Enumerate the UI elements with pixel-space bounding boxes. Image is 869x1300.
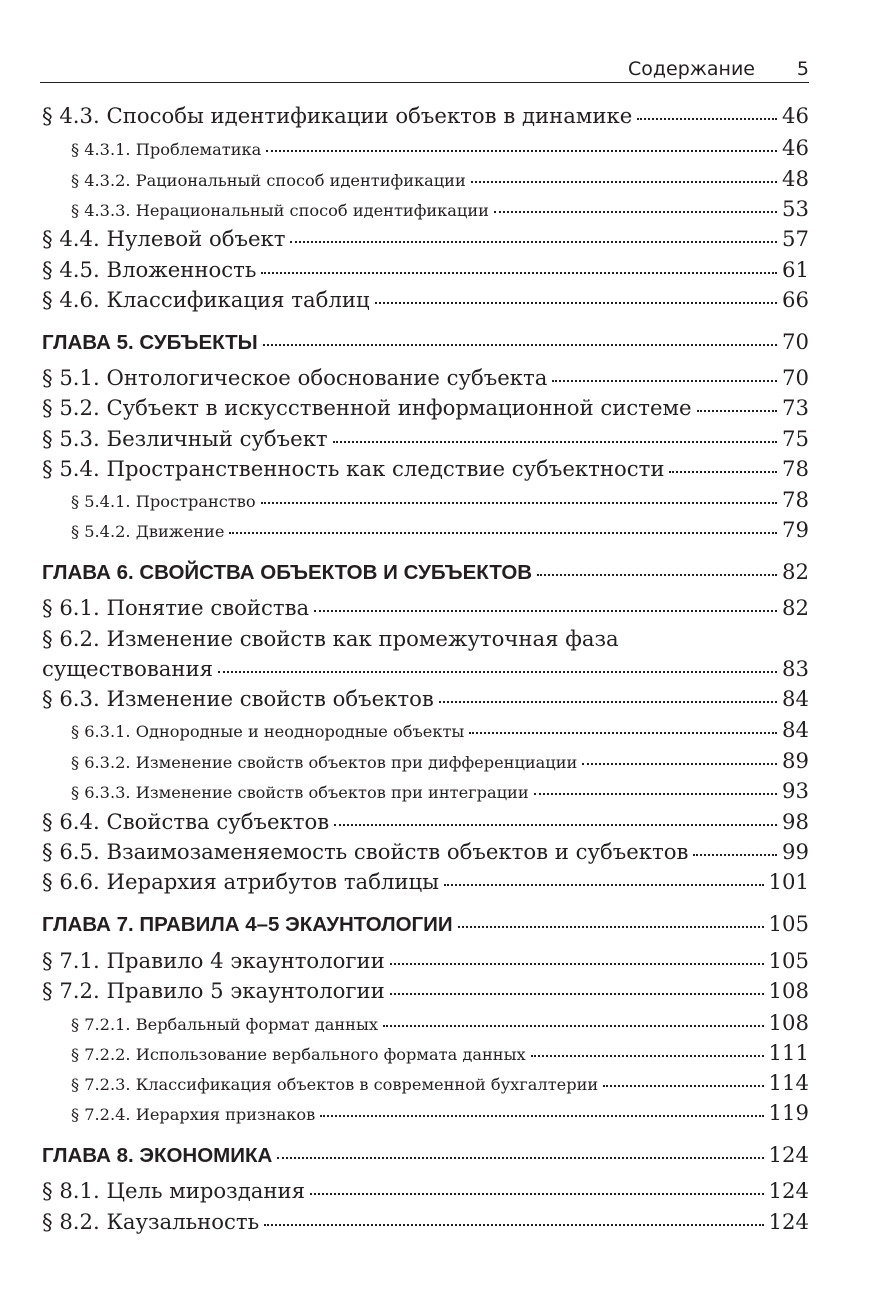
toc-entry-title: существования xyxy=(42,656,214,681)
toc-subsection[interactable] xyxy=(71,1100,809,1130)
dot-leader xyxy=(310,1192,764,1195)
toc-page-number: 66 xyxy=(782,287,809,312)
toc-page-number: 70 xyxy=(782,365,809,390)
dot-leader xyxy=(383,1024,764,1027)
toc-entry-title: § 6.3.2. Изменение свойств объектов при дифференциации xyxy=(71,753,578,772)
toc-page-number: 111 xyxy=(768,1040,809,1065)
toc-section[interactable] xyxy=(42,1209,809,1239)
toc-page-number: 124 xyxy=(768,1178,809,1203)
toc-entry-title: § 5.1. Онтологическое обоснование субъекта xyxy=(42,365,548,390)
toc-section[interactable] xyxy=(42,839,809,869)
dot-leader xyxy=(439,700,777,703)
toc-section[interactable] xyxy=(42,103,809,133)
header-page-number: 5 xyxy=(796,58,809,80)
toc-entry-title: ГЛАВА 7. ПРАВИЛА 4–5 ЭКАУНТОЛОГИИ xyxy=(42,913,453,936)
toc-page-number: 78 xyxy=(782,487,809,512)
toc-entry-title: § 4.3.2. Рациональный способ идентификации xyxy=(71,171,466,190)
toc-entry-title: § 7.2.3. Классификация объектов в современной бухгалтерии xyxy=(71,1075,599,1094)
toc-entry-title: § 5.4.2. Движение xyxy=(71,522,225,541)
dot-leader xyxy=(458,925,764,928)
toc-page-number: 82 xyxy=(782,559,809,584)
toc-entry-title: § 7.2.4. Иерархия признаков xyxy=(71,1105,316,1124)
dot-leader xyxy=(697,409,778,412)
toc-page-number: 93 xyxy=(782,778,809,803)
toc-section[interactable] xyxy=(42,869,809,899)
toc-page-number: 101 xyxy=(768,869,809,894)
toc-entry-title: § 7.1. Правило 4 экаунтологии xyxy=(42,948,385,973)
toc-entry-title: § 7.2. Правило 5 экаунтологии xyxy=(42,978,385,1003)
toc-entry-title: § 5.2. Субъект в искусственной информационной системе xyxy=(42,395,692,420)
toc-entry-title: § 4.3. Способы идентификации объектов в динамике xyxy=(42,103,633,128)
toc-chapter[interactable] xyxy=(42,1142,809,1172)
toc-page-number: 84 xyxy=(782,686,809,711)
dot-leader xyxy=(693,853,777,856)
dot-leader xyxy=(333,440,777,443)
dot-leader xyxy=(314,609,777,612)
dot-leader xyxy=(534,792,777,795)
toc-section[interactable] xyxy=(42,365,809,395)
toc-entry-title: § 4.4. Нулевой объект xyxy=(42,226,286,251)
dot-leader xyxy=(390,962,764,965)
dot-leader xyxy=(261,501,777,504)
dot-leader xyxy=(375,301,777,304)
toc-chapter[interactable] xyxy=(42,329,809,359)
toc-page-number: 124 xyxy=(768,1209,809,1234)
toc-subsection[interactable] xyxy=(71,135,809,165)
toc-entry-title: § 8.2. Каузальность xyxy=(42,1209,260,1234)
dot-leader xyxy=(266,149,777,152)
toc-entry-title: ГЛАВА 5. СУБЪЕКТЫ xyxy=(42,331,258,354)
dot-leader xyxy=(603,1084,763,1087)
toc-section[interactable] xyxy=(42,287,809,317)
toc-subsection[interactable] xyxy=(71,517,809,547)
toc-page-number: 79 xyxy=(782,517,809,542)
toc-page-number: 105 xyxy=(768,911,809,936)
toc-entry-title: § 5.4. Пространственность как следствие субъектности xyxy=(42,456,665,481)
dot-leader xyxy=(277,1156,763,1159)
toc-section[interactable] xyxy=(42,1178,809,1208)
dot-leader xyxy=(334,823,777,826)
toc-subsection[interactable] xyxy=(71,1040,809,1070)
toc-page-number: 119 xyxy=(768,1100,809,1125)
toc-subsection[interactable] xyxy=(71,1010,809,1040)
toc-subsection[interactable] xyxy=(71,166,809,196)
toc-chapter[interactable] xyxy=(42,559,809,589)
toc-entry-title: ГЛАВА 6. СВОЙСТВА ОБЪЕКТОВ И СУБЪЕКТОВ xyxy=(42,561,533,584)
toc-section[interactable] xyxy=(42,948,809,978)
toc-entry-title: § 6.6. Иерархия атрибутов таблицы xyxy=(42,869,440,894)
toc-section[interactable] xyxy=(42,426,809,456)
toc-page-number: 84 xyxy=(782,717,809,742)
toc-page-number: 124 xyxy=(768,1142,809,1167)
dot-leader xyxy=(494,210,777,213)
toc-chapter[interactable] xyxy=(42,911,809,941)
toc-section[interactable] xyxy=(42,686,809,716)
dot-leader xyxy=(582,762,777,765)
dot-leader xyxy=(320,1114,763,1117)
toc-page-number: 99 xyxy=(782,839,809,864)
dot-leader xyxy=(537,573,777,576)
toc-entry-title: § 6.3.3. Изменение свойств объектов при интеграции xyxy=(71,783,529,802)
toc-entry-title: ГЛАВА 8. ЭКОНОМИКА xyxy=(42,1144,273,1167)
toc-section[interactable] xyxy=(42,226,809,256)
toc-entry-title: § 6.4. Свойства субъектов xyxy=(42,809,330,834)
toc-page-number: 61 xyxy=(782,257,809,282)
toc-section[interactable] xyxy=(42,595,809,625)
toc-page-number: 82 xyxy=(782,595,809,620)
toc-entry-title: § 4.3.3. Нерациональный способ идентификации xyxy=(71,201,489,220)
toc-entry-title: § 7.2.1. Вербальный формат данных xyxy=(71,1015,378,1034)
dot-leader xyxy=(469,731,777,734)
toc-page-number: 46 xyxy=(782,135,809,160)
toc-section[interactable] xyxy=(42,456,809,486)
toc-page-number: 73 xyxy=(782,395,809,420)
toc-entry-title: § 6.3.1. Однородные и неоднородные объекты xyxy=(71,722,465,741)
toc-section[interactable] xyxy=(42,257,809,287)
toc-entry-title: § 5.4.1. Пространство xyxy=(71,492,256,511)
toc-subsection[interactable] xyxy=(71,717,809,747)
toc-entry-title: § 5.3. Безличный субъект xyxy=(42,426,328,451)
toc-entry-title: § 4.6. Классификация таблиц xyxy=(42,287,370,312)
toc-page-number: 57 xyxy=(782,226,809,251)
toc-subsection[interactable] xyxy=(71,748,809,778)
toc-section[interactable] xyxy=(42,978,809,1008)
toc-page-number: 46 xyxy=(782,103,809,128)
toc-section[interactable] xyxy=(42,656,809,686)
dot-leader xyxy=(531,1054,764,1057)
dot-leader xyxy=(263,343,777,346)
toc-page-number: 83 xyxy=(782,656,809,681)
toc-entry-line1: § 6.2. Изменение свойств как промежуточная фаза xyxy=(42,626,619,651)
toc-page-number: 75 xyxy=(782,426,809,451)
toc-entry-title: § 4.5. Вложенность xyxy=(42,257,257,282)
toc-subsection[interactable] xyxy=(71,487,809,517)
dot-leader xyxy=(229,531,777,534)
dot-leader xyxy=(669,470,777,473)
toc-entry-title: § 6.1. Понятие свойства xyxy=(42,595,310,620)
toc-page-number: 108 xyxy=(768,1010,809,1035)
toc-page-number: 98 xyxy=(782,809,809,834)
header-title: Содержание xyxy=(628,58,755,80)
toc-section[interactable] xyxy=(42,395,809,425)
dot-leader xyxy=(218,670,777,673)
dot-leader xyxy=(552,379,777,382)
toc-subsection[interactable] xyxy=(71,196,809,226)
toc-subsection[interactable] xyxy=(71,1070,809,1100)
toc-entry-title: § 7.2.2. Использование вербального формата данных xyxy=(71,1045,526,1064)
toc-page-number: 53 xyxy=(782,196,809,221)
toc-entry-title: § 6.3. Изменение свойств объектов xyxy=(42,686,434,711)
toc-page-number: 89 xyxy=(782,748,809,773)
dot-leader xyxy=(390,992,764,995)
dot-leader xyxy=(261,271,777,274)
dot-leader xyxy=(290,240,777,243)
toc-page-number: 114 xyxy=(768,1070,809,1095)
toc-entry-title: § 6.5. Взаимозаменяемость свойств объектов и субъектов xyxy=(42,839,689,864)
toc-page-number: 70 xyxy=(782,329,809,354)
dot-leader xyxy=(637,117,777,120)
toc-page-number: 105 xyxy=(768,948,809,973)
dot-leader xyxy=(264,1223,763,1226)
dot-leader xyxy=(471,180,777,183)
dot-leader xyxy=(444,883,764,886)
toc-entry-title: § 8.1. Цель мироздания xyxy=(42,1178,306,1203)
toc-page-number: 48 xyxy=(782,166,809,191)
toc-page-number: 78 xyxy=(782,456,809,481)
toc-section[interactable] xyxy=(42,809,809,839)
toc-page-number: 108 xyxy=(768,978,809,1003)
toc-entry-title: § 4.3.1. Проблематика xyxy=(71,140,262,159)
toc-subsection[interactable] xyxy=(71,778,809,808)
